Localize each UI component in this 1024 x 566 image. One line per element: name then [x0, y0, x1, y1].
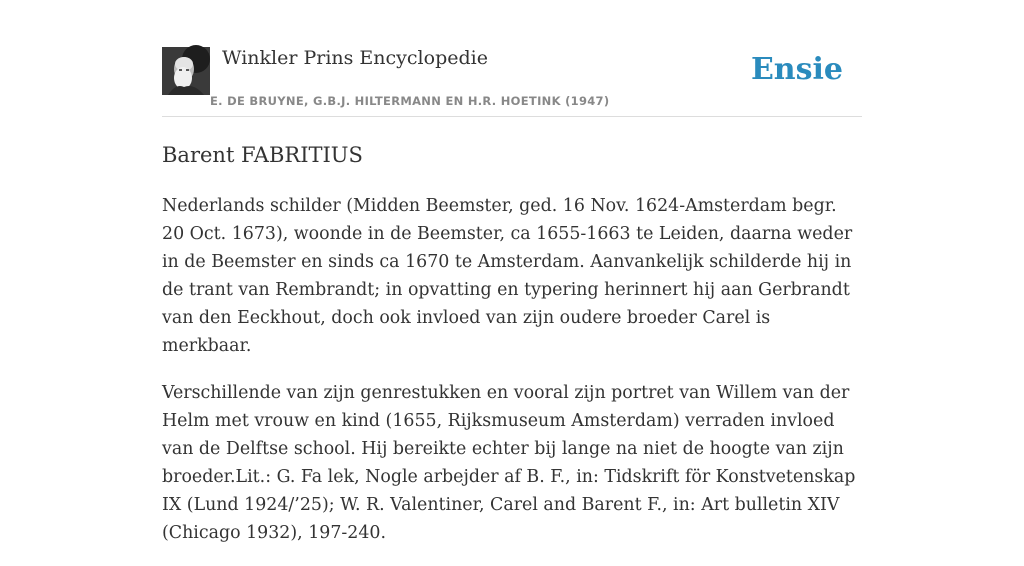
entry-title: Barent FABRITIUS: [162, 143, 363, 167]
site-header: [162, 0, 862, 117]
ensie-logo[interactable]: Ensie: [750, 52, 843, 87]
page: [162, 0, 862, 543]
portrait-photo-icon[interactable]: [162, 47, 210, 95]
authors-line: E. DE BRUYNE, G.B.J. HILTERMANN EN H.R. HOETINK (1947): [210, 94, 610, 108]
entry-paragraph: Verschillende van zijn genrestukken en vooral zijn portret van Willem van der Helm met vrouw en kind (1655, Rijksmuseum Amsterdam) verraden invloed van de Delftse school. Hij bereikte echter bij lange na niet de hoogte van zijn broeder.Lit.: G. Fa lek, Nogle arbejder af B. F., in: Tidskrift för Konstvetenskap IX (Lund 1924/’25); W. R. Valentiner, Carel and Barent F., in: Art bulletin XIV (Chicago 1932), 197-240.: [162, 383, 856, 543]
entry-paragraph: Nederlands schilder (Midden Beemster, ged. 16 Nov. 1624-Amsterdam begr. 20 Oct. 1673), woonde in de Beemster, ca 1655-1663 te Leiden, daarna weder in de Beemster en sinds ca 1670 te Amsterdam. Aanvankelijk schilderde hij in de trant van Rembrandt; in opvatting en typering herinnert hij aan Gerbrandt van den Eeckhout, doch ook invloed van zijn oudere broeder Carel is merkbaar.: [162, 196, 853, 356]
entry-body: [162, 192, 862, 566]
site-title[interactable]: Winkler Prins Encyclopedie: [222, 47, 488, 69]
